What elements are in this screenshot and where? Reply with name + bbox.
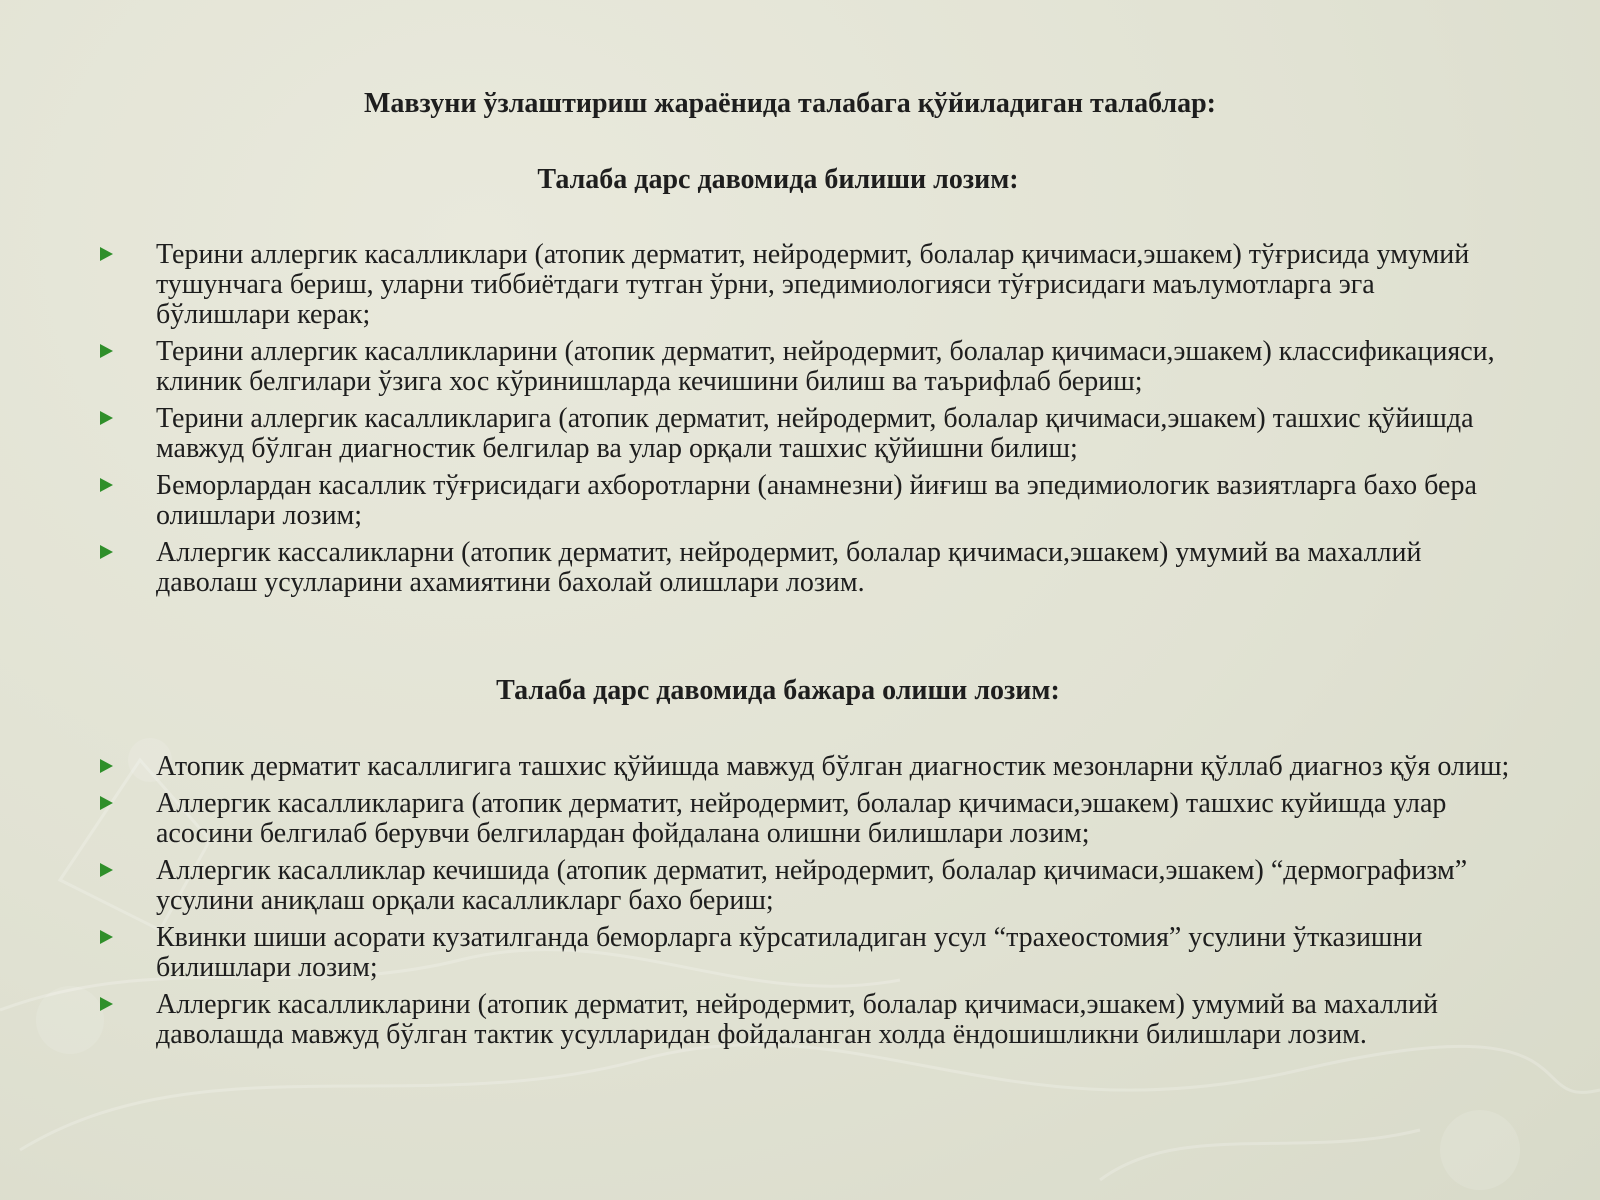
skills-heading: Талаба дарс давомида бажара олиши лозим:: [496, 675, 1060, 706]
knowledge-list: [0, 240, 1600, 605]
list-item-text: Терини аллергик касалликлари (атопик дерматит, нейродермит, болалар қичимаси,эшакем) тўғрисида умумий тушунчага бериш, уларни тиббиётдаги тутган ўрни, эпедимиологияси тўғрисидаги маълумотларга эга бўлишлари керак;: [156, 239, 1470, 330]
list-item: [0, 240, 1600, 330]
triangle-bullet-icon: [100, 796, 113, 810]
list-item-text: Аллергик кассаликларни (атопик дерматит, нейродермит, болалар қичимаси,эшакем) умумий ва махаллий даволаш усулларини ахамиятини бахолай олишлари лозим.: [156, 537, 1422, 598]
list-item: [0, 789, 1600, 849]
list-item-text: Аллергик касалликларини (атопик дерматит, нейродермит, болалар қичимаси,эшакем) умумий ва махаллий даволашда мавжуд бўлган тактик усулларидан фойдаланган холда ёндошишликни билишлари лозим.: [156, 989, 1439, 1050]
list-item-text: Атопик дерматит касаллигига ташхис қўйишда мавжуд бўлган диагностик мезонларни қўллаб диагноз қўя олиш;: [156, 751, 1510, 782]
list-item: [0, 923, 1600, 983]
triangle-bullet-icon: [100, 545, 113, 559]
triangle-bullet-icon: [100, 997, 113, 1011]
list-item-text: Терини аллергик касалликларини (атопик дерматит, нейродермит, болалар қичимаси,эшакем) классификацияси, клиник белгилари ўзига хос кўринишларда кечишини билиш ва таърифлаб бериш;: [156, 336, 1495, 397]
list-item-text: Аллергик касалликларига (атопик дерматит, нейродермит, болалар қичимаси,эшакем) ташхис куйишда улар асосини белгилаб берувчи белгилардан фойдалана олишни билишлари лозим;: [156, 788, 1447, 849]
list-item: [0, 538, 1600, 598]
list-item: [0, 752, 1600, 782]
triangle-bullet-icon: [100, 247, 113, 261]
knowledge-heading: Талаба дарс давомида билиши лозим:: [537, 164, 1019, 195]
list-item-text: Аллергик касалликлар кечишида (атопик дерматит, нейродермит, болалар қичимаси,эшакем) “дермографизм” усулини аниқлаш орқали касалликларг бахо бериш;: [156, 855, 1468, 916]
page-title: Мавзуни ўзлаштириш жараёнида талабага қўйиладиган талаблар:: [363, 88, 1217, 119]
triangle-bullet-icon: [100, 863, 113, 877]
triangle-bullet-icon: [100, 478, 113, 492]
list-item-text: Терини аллергик касалликларига (атопик дерматит, нейродермит, болалар қичимаси,эшакем) ташхис қўйишда мавжуд бўлган диагностик белгилар ва улар орқали ташхис қўйишни билиш;: [156, 403, 1474, 464]
list-item: [0, 856, 1600, 916]
list-item: [0, 471, 1600, 531]
triangle-bullet-icon: [100, 344, 113, 358]
list-item: [0, 337, 1600, 397]
list-item-text: Квинки шиши асорати кузатилганда беморларга кўрсатиладиган усул “трахеостомия” усулини ўтказишни билишлари лозим;: [156, 922, 1423, 983]
triangle-bullet-icon: [100, 759, 113, 773]
list-item: [0, 404, 1600, 464]
triangle-bullet-icon: [100, 930, 113, 944]
list-item: [0, 990, 1600, 1050]
list-item-text: Беморлардан касаллик тўғрисидаги ахборотларни (анамнезни) йиғиш ва эпедимиологик вазиятларга бахо бера олишлари лозим;: [156, 470, 1477, 531]
triangle-bullet-icon: [100, 411, 113, 425]
skills-list: [0, 752, 1600, 1057]
